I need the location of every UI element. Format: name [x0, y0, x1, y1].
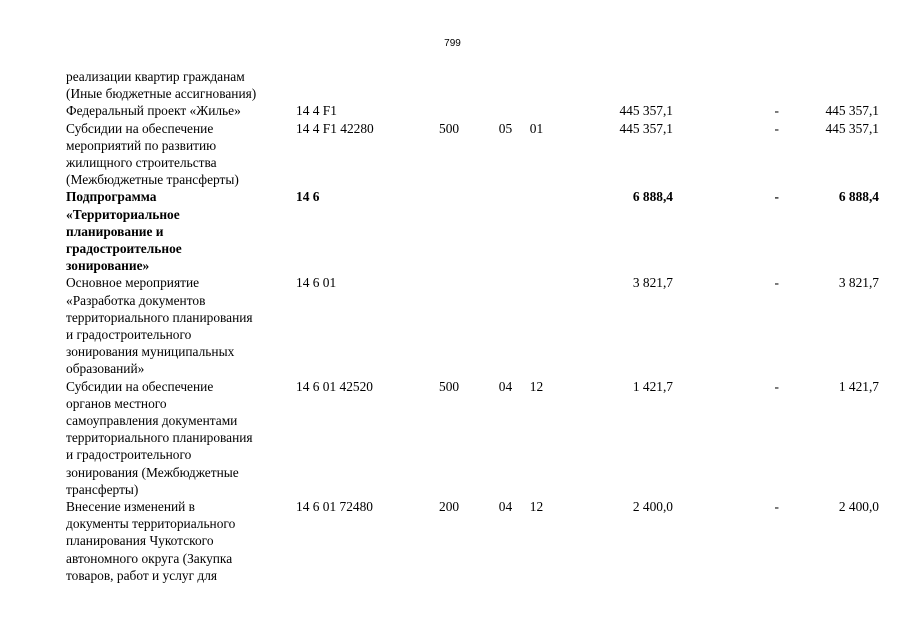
row-amount: 2 400,0	[632, 499, 673, 515]
row-target-code: 14 6	[296, 189, 320, 205]
row-total: 1 421,7	[838, 378, 879, 394]
row-name: Внесение изменений в документы территориального планирования Чукотского автономного округа (Закупка товаров, работ и услуг для	[66, 499, 236, 583]
row-expense-type	[439, 188, 491, 274]
row-subsection	[520, 274, 553, 377]
row-target-code: 14 4 F1	[296, 103, 337, 119]
row-target-code: 14 6 01 72480	[296, 499, 373, 515]
row-section	[491, 68, 520, 102]
row-name: Основное мероприятие «Разработка документов территориального планирования и градостроительного зонирования муниципальных образований»	[66, 275, 253, 377]
row-section	[491, 188, 520, 274]
row-name: Федеральный проект «Жилье»	[66, 103, 241, 119]
row-expense-type	[439, 102, 491, 119]
row-target-code	[296, 68, 439, 102]
row-amount: 1 421,7	[632, 378, 673, 394]
row-expense-type: 500	[439, 120, 460, 136]
row-total: 6 888,4	[838, 189, 879, 205]
row-amount	[553, 68, 673, 102]
row-amount: 445 357,1	[619, 120, 673, 136]
row-name: Субсидии на обеспечение органов местного самоуправления документами территориального планирования и градостроительного зонирования (Межбюджетные трансферты)	[66, 378, 253, 497]
table-row	[66, 274, 879, 377]
row-expense-type	[439, 274, 491, 377]
budget-table	[66, 68, 879, 584]
row-name: реализации квартир гражданам (Иные бюджетные ассигнования)	[66, 69, 257, 102]
row-amount: 6 888,4	[632, 189, 673, 205]
row-total: 3 821,7	[838, 275, 879, 291]
row-amount: 3 821,7	[632, 275, 673, 291]
table-row	[66, 188, 879, 274]
table-row	[66, 68, 879, 102]
row-section	[491, 102, 520, 119]
row-section: 04	[498, 499, 513, 515]
row-section	[491, 274, 520, 377]
row-subsection	[520, 68, 553, 102]
row-expense-type	[439, 68, 491, 102]
row-amount: 445 357,1	[619, 103, 673, 119]
table-row	[66, 498, 879, 584]
row-subsection: 01	[529, 120, 544, 136]
row-change: -	[774, 189, 779, 205]
row-name: Субсидии на обеспечение мероприятий по развитию жилищного строительства (Межбюджетные трансферты)	[66, 120, 239, 188]
row-target-code: 14 6 01 42520	[296, 378, 373, 394]
row-total	[779, 68, 879, 102]
table-row	[66, 102, 879, 119]
row-target-code: 14 4 F1 42280	[296, 120, 374, 136]
row-change: -	[774, 103, 779, 119]
row-total: 445 357,1	[825, 103, 879, 119]
table-row	[66, 378, 879, 498]
row-section: 05	[498, 120, 513, 136]
row-change: -	[774, 378, 779, 394]
row-subsection: 12	[529, 378, 544, 394]
row-total: 445 357,1	[825, 120, 879, 136]
row-subsection: 12	[529, 499, 544, 515]
row-section: 04	[498, 378, 513, 394]
row-subsection	[520, 102, 553, 119]
row-change: -	[774, 120, 779, 136]
row-target-code: 14 6 01	[296, 275, 337, 291]
table-row	[66, 120, 879, 189]
row-subsection	[520, 188, 553, 274]
row-change	[673, 68, 779, 102]
row-expense-type: 500	[439, 378, 460, 394]
row-total: 2 400,0	[838, 499, 879, 515]
row-expense-type: 200	[439, 499, 460, 515]
row-name: Подпрограмма «Территориальное планирование и градостроительное зонирование»	[66, 189, 182, 274]
row-change: -	[774, 275, 779, 291]
row-change: -	[774, 499, 779, 515]
page-number: 799	[444, 38, 461, 49]
